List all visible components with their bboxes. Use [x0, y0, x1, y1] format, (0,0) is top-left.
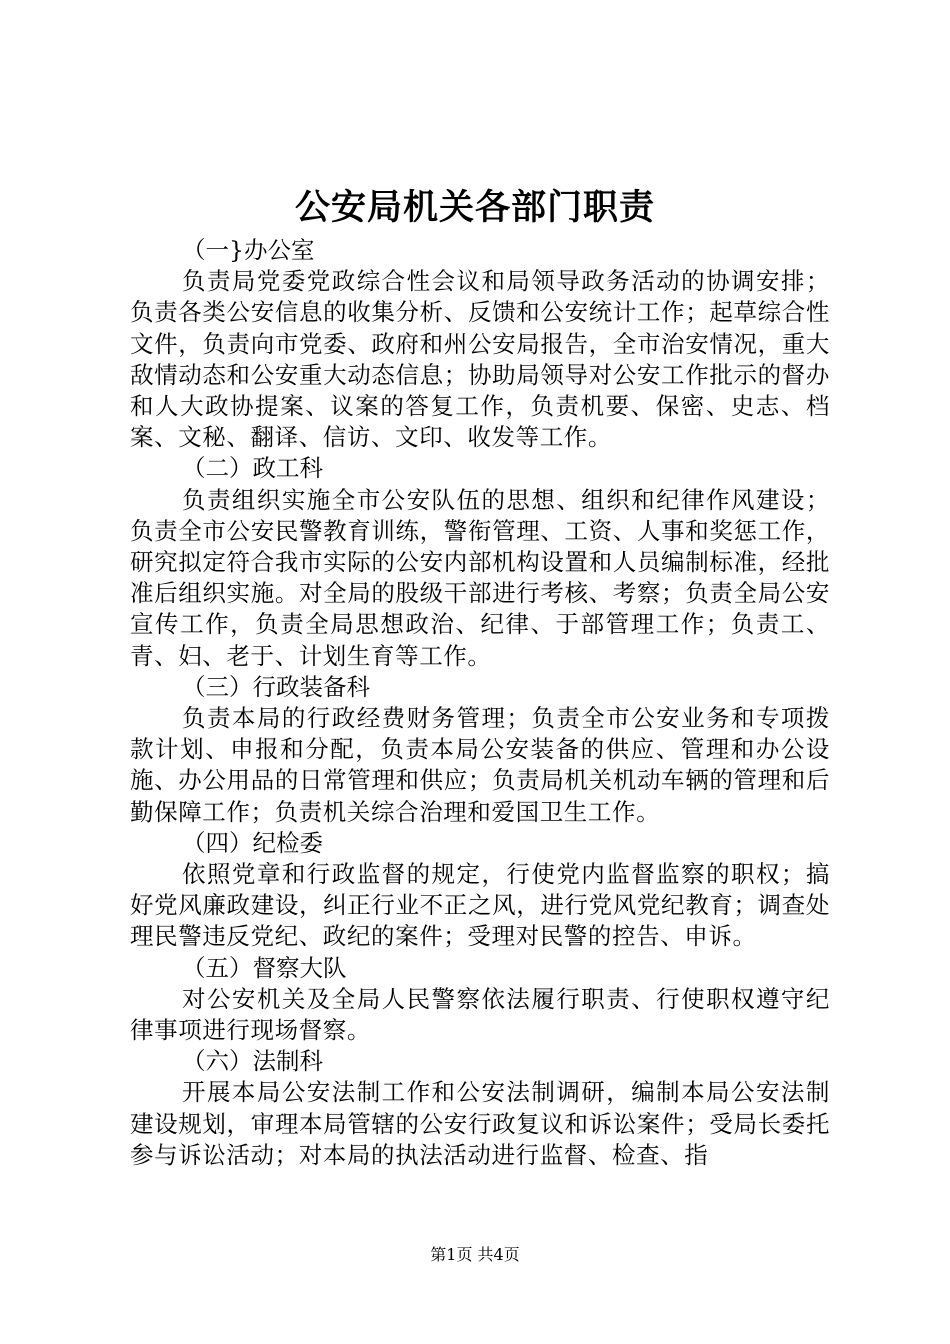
section-supervision-brigade [130, 953, 830, 1047]
section-legal-affairs [130, 1046, 830, 1171]
section-paragraph: 负责组织实施全市公安队伍的思想、组织和纪律作风建设；负责全市公安民警教育训练，警衔管理、工资、人事和奖惩工作，研究拟定符合我市实际的公安内部机构设置和人员编制标准，经批准后组织实施。对全局的股级干部进行考核、考察；负责全局公安宣传工作，负责全局思想政治、纪律、于部管理工作；负责工、青、妇、老于、计划生育等工作。 [130, 485, 830, 670]
section-heading: （一}办公室 [182, 236, 315, 264]
section-office [130, 235, 830, 453]
section-heading: （四）纪检委 [182, 828, 323, 857]
page-number: 第1页 共4页 [430, 1245, 520, 1264]
section-heading: （二）政工科 [182, 454, 323, 483]
section-heading: （六）法制科 [182, 1047, 323, 1076]
section-political-work [130, 453, 830, 671]
section-paragraph: 对公安机关及全局人民警察依法履行职责、行使职权遵守纪律事项进行现场督察。 [130, 984, 830, 1045]
document-title: 公安局机关各部门职责 [294, 187, 655, 228]
section-paragraph: 依照党章和行政监督的规定，行使党内监督监察的职权；搞好党风廉政建设，纠正行业不正之风，进行党风党纪教育；调查处理民警违反党纪、政纪的案件；受理对民警的控告、申诉。 [130, 860, 830, 951]
section-paragraph: 开展本局公安法制工作和公安法制调研，编制本局公安法制建设规划，审理本局管辖的公安行政复议和诉讼案件；受局长委托参与诉讼活动；对本局的执法活动进行监督、检查、指 [130, 1078, 830, 1169]
section-paragraph: 负责本局的行政经费财务管理；负责全市公安业务和专项拨款计划、申报和分配，负责本局公安装备的供应、管理和办公设施、办公用品的日常管理和供应；负责局机关机动车辆的管理和后勤保障工作；负责机关综合治理和爱国卫生工作。 [130, 704, 830, 826]
section-heading: （五）督察大队 [182, 953, 347, 982]
document-body [130, 235, 830, 1171]
section-administration-equipment [130, 672, 830, 828]
section-discipline-inspection [130, 828, 830, 953]
section-heading: （三）行政装备科 [182, 672, 370, 701]
section-paragraph: 负责局党委党政综合性会议和局领导政务活动的协调安排；负责各类公安信息的收集分析、反馈和公安统计工作；起草综合性文件，负责向市党委、政府和州公安局报告，全市治安情况，重大敌情动态和公安重大动态信息；协助局领导对公安工作批示的督办和人大政协提案、议案的答复工作，负责机要、保密、史志、档案、文秘、翻译、信访、文印、收发等工作。 [130, 267, 830, 452]
